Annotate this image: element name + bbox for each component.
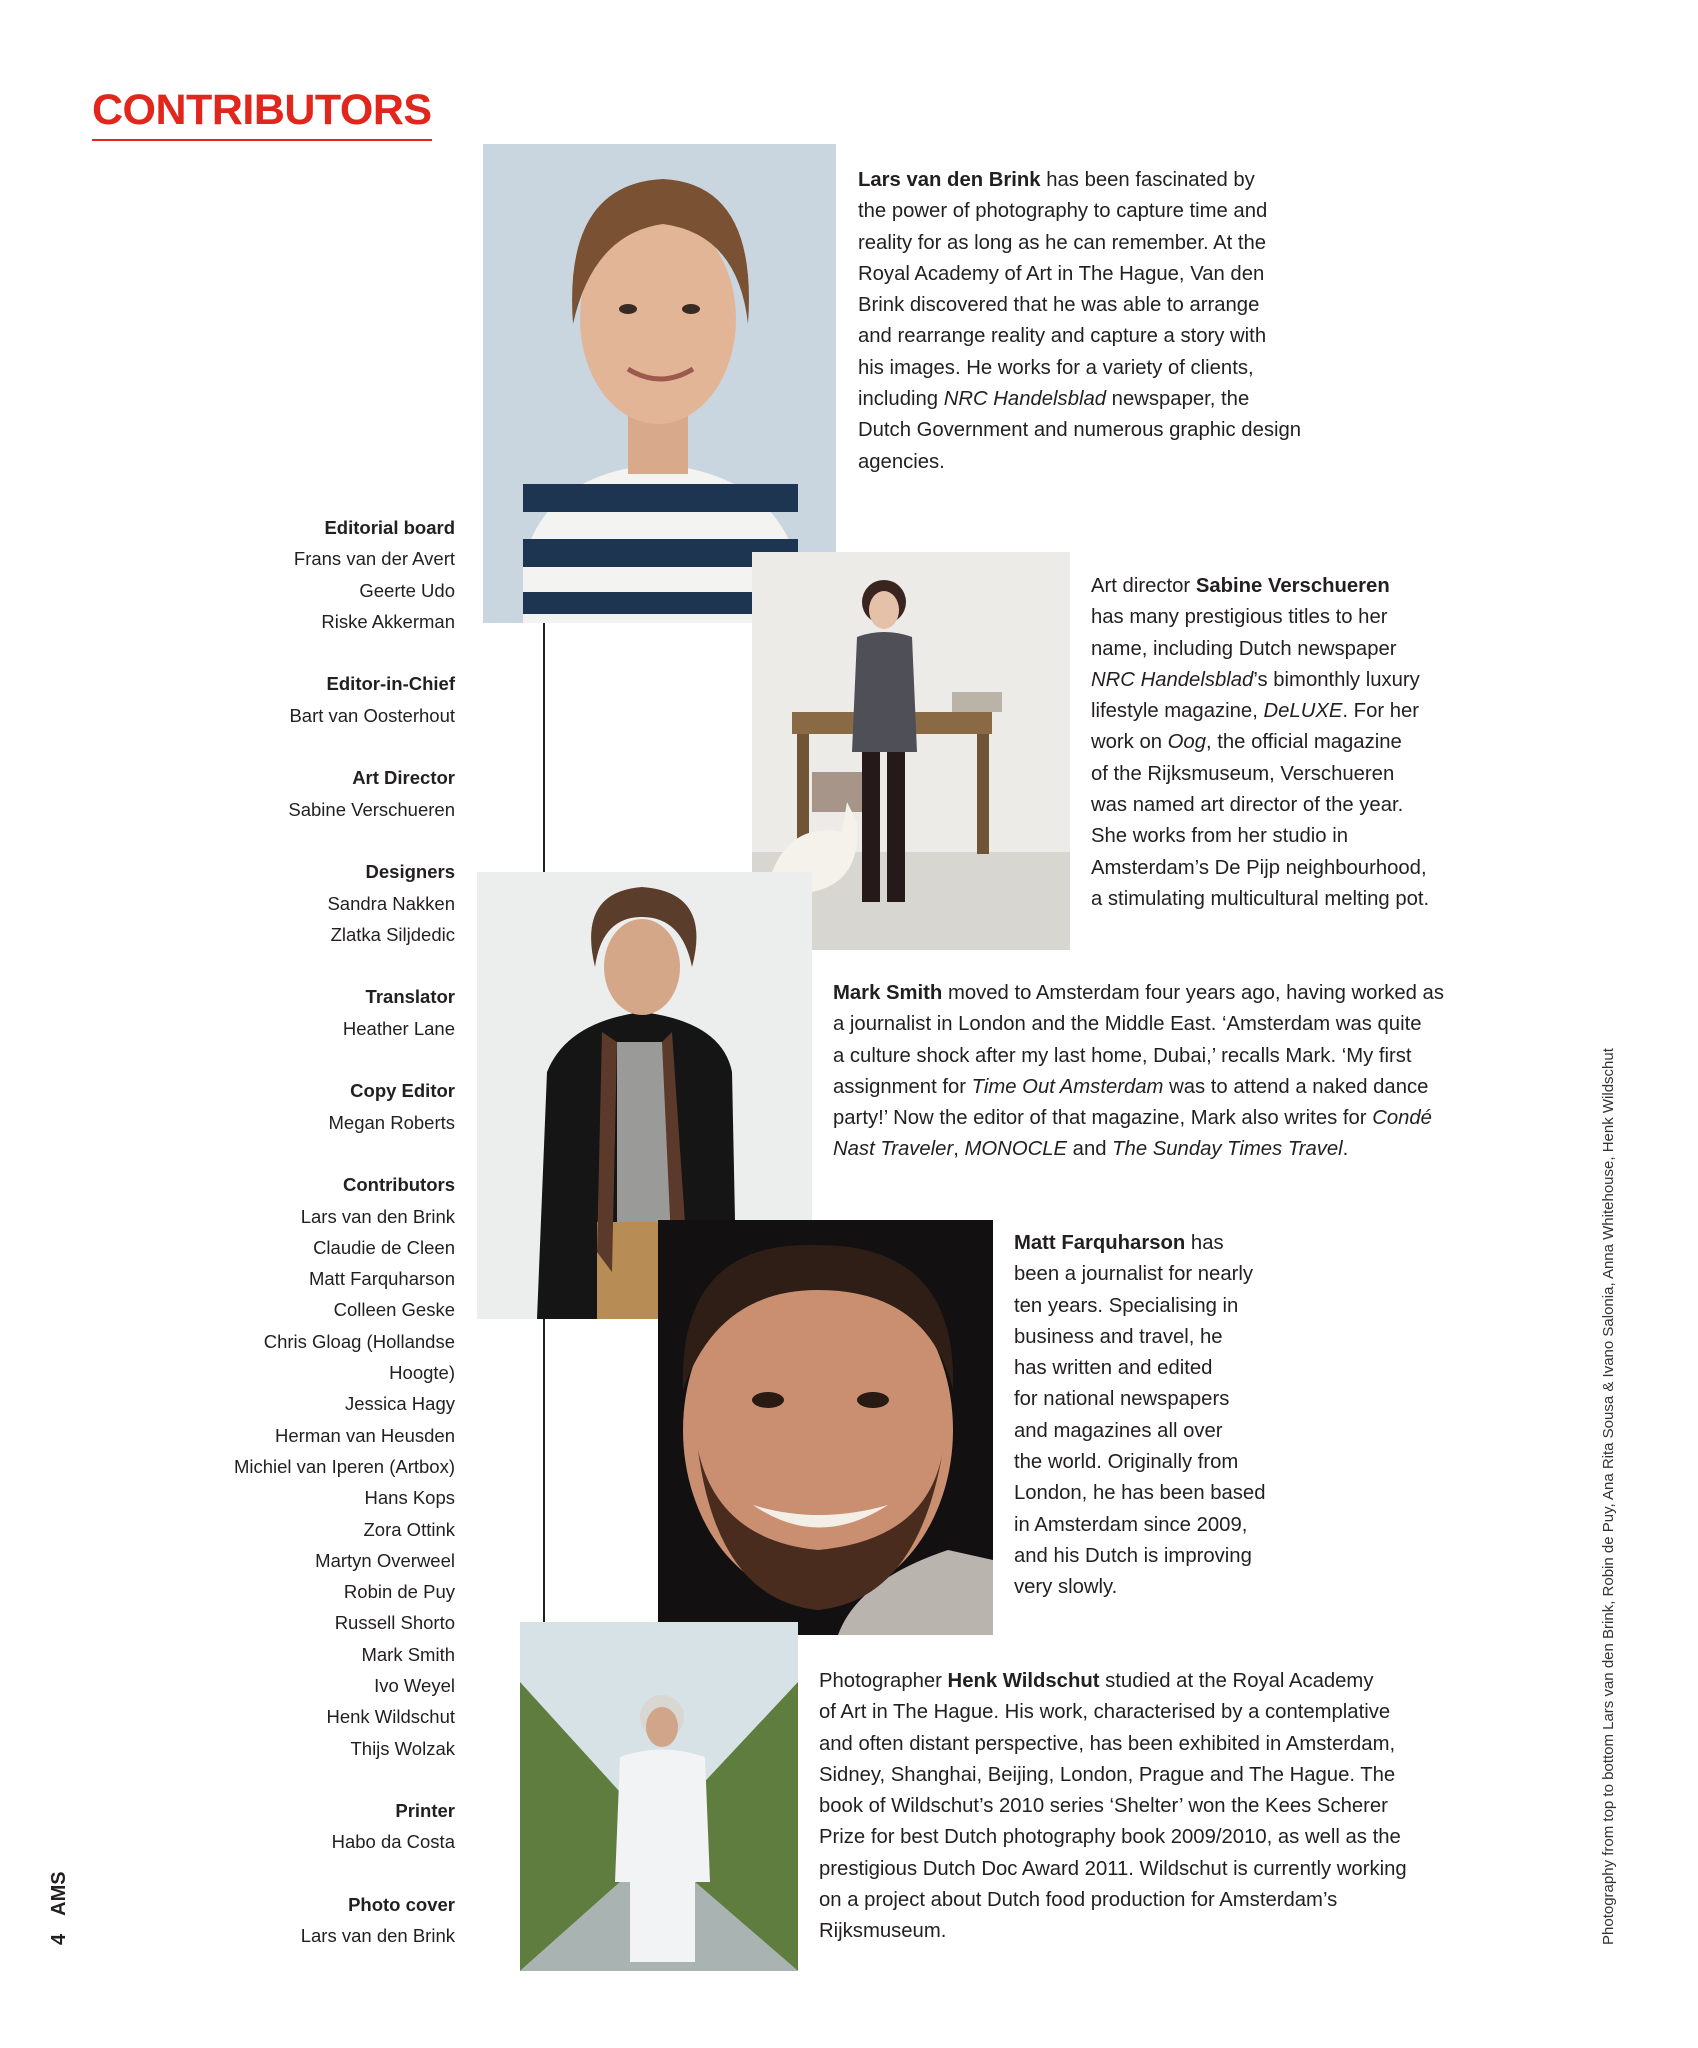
bio-text: has many prestigious titles to her (1091, 606, 1388, 629)
staff-name: Michiel van Iperen (Artbox) (233, 1455, 455, 1477)
bio-text: studied at the Royal Academy (1099, 1670, 1374, 1692)
bio-line (819, 1729, 1407, 1760)
bio-line (858, 165, 1301, 196)
bio-text: work on (1091, 731, 1168, 754)
staff-name: Jessica Hagy (344, 1393, 455, 1415)
bio-text: a journalist in London and the Middle East. ‘Amsterdam was quite (833, 1013, 1422, 1036)
bio-line (858, 353, 1301, 384)
staff-name: Zlatka Siljdedic (330, 923, 455, 945)
bio-text: has been fascinated by (1040, 169, 1255, 191)
bio-line (858, 415, 1301, 446)
contributor-name: Lars van den Brink (858, 169, 1041, 191)
bio-text: and often distant perspective, has been exhibited in Amsterdam, (819, 1732, 1396, 1755)
bio-text: . For her (1342, 700, 1420, 723)
bio-line (819, 1822, 1407, 1853)
staff-name: Sabine Verschueren (288, 798, 455, 820)
staff-name: Russell Shorto (334, 1612, 455, 1634)
bio-text: and his Dutch is improving (1014, 1544, 1252, 1567)
bio-text: Amsterdam’s De Pijp neighbourhood, (1091, 856, 1427, 879)
page-title: CONTRIBUTORS (92, 86, 432, 141)
staff-name: Zora Ottink (363, 1518, 455, 1540)
bio-line (1014, 1384, 1266, 1415)
bio-text: newspaper, the (1106, 388, 1250, 411)
staff-name: Chris Gloag (Hollandse (263, 1330, 455, 1352)
staff-name: Mark Smith (361, 1643, 455, 1665)
bio-text: Photographer (819, 1670, 948, 1692)
bio-line (833, 978, 1444, 1009)
bio-line (833, 1134, 1444, 1165)
bio-line (1091, 727, 1429, 758)
staff-heading: Copy Editor (350, 1080, 455, 1102)
staff-heading: Designers (365, 861, 455, 883)
bio-line (1014, 1259, 1266, 1290)
bio-sabine-verschueren (1091, 571, 1429, 915)
page-marker (48, 1853, 71, 1945)
bio-line (819, 1791, 1407, 1822)
spacer (234, 1858, 455, 1889)
bio-line (1014, 1353, 1266, 1384)
magazine-name: AMS (48, 1871, 70, 1916)
bio-line (819, 1666, 1407, 1697)
spacer (234, 1044, 455, 1075)
spacer (234, 825, 455, 856)
bio-line (1014, 1291, 1266, 1322)
staff-heading: Editor-in-Chief (326, 673, 455, 695)
bio-line (1091, 696, 1429, 727)
bio-text: Royal Academy of Art in The Hague, Van den (858, 262, 1265, 285)
bio-text: on a project about Dutch food production for Amsterdam’s (819, 1889, 1338, 1912)
bio-text: lifestyle magazine, (1091, 700, 1264, 723)
publication-title: Condé (1372, 1107, 1432, 1130)
bio-text: Brink discovered that he was able to arrange (858, 294, 1260, 317)
spacer (234, 1764, 455, 1795)
bio-text: in Amsterdam since 2009, (1014, 1513, 1248, 1536)
bio-text: of the Rijksmuseum, Verschueren (1091, 762, 1395, 785)
bio-text: was to attend a naked dance (1163, 1075, 1429, 1098)
photo-credit: Photography from top to bottom Lars van den Brink, Robin de Puy, Ana Rita Sousa & Ivano Salonia, Anna Whitehouse, Henk Wildschut (1600, 1048, 1617, 1945)
bio-text: She works from her studio in (1091, 825, 1349, 848)
bio-text: moved to Amsterdam four years ago, having worked as (942, 982, 1444, 1004)
bio-text: assignment for (833, 1075, 972, 1098)
publication-title: MONOCLE (964, 1138, 1068, 1161)
staff-name: Hoogte) (389, 1362, 455, 1384)
staff-name: Frans van der Avert (293, 548, 455, 570)
bio-text: Rijksmuseum. (819, 1920, 947, 1943)
staff-heading: Photo cover (348, 1894, 455, 1916)
bio-text: business and travel, he (1014, 1325, 1223, 1348)
bio-text: the power of photography to capture time and (858, 200, 1268, 223)
bio-text: and (1067, 1138, 1113, 1161)
bio-line (1091, 571, 1429, 602)
bio-matt-farquharson (1014, 1228, 1266, 1604)
page-number: 4 (48, 1933, 70, 1945)
contributor-name: Henk Wildschut (947, 1670, 1100, 1692)
publication-title: Time Out Amsterdam (971, 1075, 1164, 1098)
bio-text: has (1185, 1232, 1224, 1254)
bio-line (1014, 1510, 1266, 1541)
photo-matt-farquharson (658, 1220, 993, 1635)
bio-line (1091, 634, 1429, 665)
staff-name: Martyn Overweel (315, 1549, 455, 1571)
bio-text: Sidney, Shanghai, Beijing, London, Prague and The Hague. The (819, 1763, 1396, 1786)
bio-line (1014, 1447, 1266, 1478)
bio-text: been a journalist for nearly (1014, 1263, 1254, 1286)
staff-name: Thijs Wolzak (350, 1737, 455, 1759)
bio-text: , (953, 1138, 965, 1161)
bio-line (1014, 1228, 1266, 1259)
bio-text: Dutch Government and numerous graphic design (858, 419, 1302, 442)
publication-title: DeLUXE (1263, 700, 1343, 723)
bio-line (858, 384, 1301, 415)
bio-text: his images. He works for a variety of clients, (858, 356, 1254, 379)
staff-name: Hans Kops (364, 1487, 455, 1509)
bio-mark-smith (833, 978, 1444, 1166)
staff-name: Lars van den Brink (300, 1205, 455, 1227)
bio-line (1014, 1541, 1266, 1572)
staff-name: Bart van Oosterhout (289, 704, 455, 726)
bio-line (1014, 1572, 1266, 1603)
staff-name: Lars van den Brink (300, 1925, 455, 1947)
bio-line (1014, 1478, 1266, 1509)
bio-line (833, 1009, 1444, 1040)
bio-line (1091, 884, 1429, 915)
bio-text: Prize for best Dutch photography book 2009/2010, as well as the (819, 1826, 1401, 1849)
bio-text: book of Wildschut’s 2010 series ‘Shelter’ won the Kees Scherer (819, 1795, 1388, 1818)
contributor-name: Sabine Verschueren (1195, 575, 1390, 597)
bio-line (1091, 665, 1429, 696)
bio-line (858, 259, 1301, 290)
bio-henk-wildschut (819, 1666, 1407, 1948)
bio-line (833, 1103, 1444, 1134)
bio-text: London, he has been based (1014, 1482, 1266, 1505)
spacer (234, 637, 455, 668)
staff-heading: Printer (395, 1800, 455, 1822)
bio-text: including (858, 388, 944, 411)
spacer (234, 731, 455, 762)
bio-text: for national newspapers (1014, 1388, 1230, 1411)
bio-text: ’s bimonthly luxury (1253, 668, 1420, 691)
photo-henk-wildschut (520, 1622, 798, 1971)
contributor-name: Matt Farquharson (1014, 1232, 1186, 1254)
bio-text: ten years. Specialising in (1014, 1294, 1239, 1317)
staff-name: Matt Farquharson (308, 1268, 455, 1290)
publication-title: NRC Handelsblad (1091, 668, 1254, 691)
bio-text: was named art director of the year. (1091, 794, 1404, 817)
bio-text: and rearrange reality and capture a story with (858, 325, 1267, 348)
bio-line (819, 1916, 1407, 1947)
bio-text: reality for as long as he can remember. At the (858, 231, 1267, 254)
bio-line (819, 1760, 1407, 1791)
bio-text: very slowly. (1014, 1576, 1118, 1599)
bio-line (833, 1041, 1444, 1072)
bio-text: , the official magazine (1206, 731, 1402, 754)
staff-heading: Translator (365, 986, 455, 1008)
bio-text: Art director (1091, 575, 1196, 597)
bio-text: prestigious Dutch Doc Award 2011. Wildschut is currently working (819, 1857, 1407, 1880)
bio-lars-van-den-brink (858, 165, 1301, 478)
bio-text: of Art in The Hague. His work, characterised by a contemplative (819, 1701, 1391, 1724)
staff-name: Megan Roberts (328, 1111, 455, 1133)
publication-title: Nast Traveler (833, 1138, 954, 1161)
contributor-name: Mark Smith (833, 982, 943, 1004)
bio-line (858, 228, 1301, 259)
publication-title: NRC Handelsblad (943, 388, 1107, 411)
staff-name: Riske Akkerman (321, 610, 455, 632)
publication-title: Oog (1167, 731, 1206, 754)
bio-line (819, 1697, 1407, 1728)
bio-text: and magazines all over (1014, 1419, 1223, 1442)
staff-name: Ivo Weyel (374, 1674, 455, 1696)
bio-line (1014, 1416, 1266, 1447)
staff-name: Colleen Geske (333, 1299, 455, 1321)
spacer (234, 1138, 455, 1169)
bio-line (1091, 602, 1429, 633)
staff-name: Habo da Costa (331, 1831, 455, 1853)
bio-line (858, 196, 1301, 227)
bio-text: a culture shock after my last home, Dubai,’ recalls Mark. ‘My first (833, 1044, 1412, 1067)
publication-title: The Sunday Times Travel (1112, 1138, 1343, 1161)
staff-name: Heather Lane (342, 1017, 455, 1039)
bio-line (1091, 821, 1429, 852)
bio-line (1091, 853, 1429, 884)
bio-line (1091, 790, 1429, 821)
bio-line (858, 290, 1301, 321)
bio-line (819, 1885, 1407, 1916)
bio-line (1091, 759, 1429, 790)
staff-name: Robin de Puy (343, 1581, 455, 1603)
staff-heading: Art Director (352, 767, 455, 789)
bio-line (858, 447, 1301, 478)
bio-text: . (1342, 1138, 1349, 1161)
bio-text: the world. Originally from (1014, 1451, 1239, 1474)
staff-name: Henk Wildschut (326, 1706, 455, 1728)
staff-heading: Contributors (342, 1174, 455, 1196)
staff-name: Herman van Heusden (275, 1424, 455, 1446)
spacer (234, 950, 455, 981)
bio-text: name, including Dutch newspaper (1091, 637, 1397, 660)
bio-text: has written and edited (1014, 1357, 1213, 1380)
bio-line (1014, 1322, 1266, 1353)
bio-line (819, 1854, 1407, 1885)
staff-name: Sandra Nakken (327, 892, 455, 914)
staff-name: Geerte Udo (359, 579, 455, 601)
bio-line (858, 321, 1301, 352)
bio-text: a stimulating multicultural melting pot. (1091, 887, 1430, 910)
staff-heading: Editorial board (324, 517, 455, 538)
bio-text: agencies. (858, 450, 945, 473)
masthead-staff-list (234, 512, 455, 1952)
bio-text: party!’ Now the editor of that magazine, Mark also writes for (833, 1107, 1373, 1130)
staff-name: Claudie de Cleen (313, 1236, 455, 1258)
bio-line (833, 1072, 1444, 1103)
